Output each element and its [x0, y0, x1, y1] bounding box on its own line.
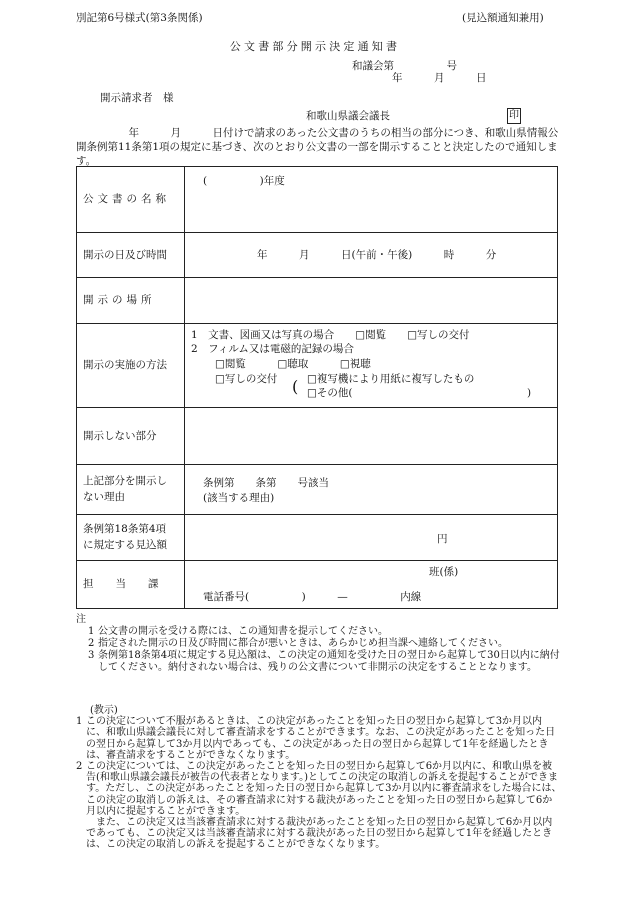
label-estimate-line1: 条例第18条第4項: [83, 523, 167, 536]
teaching-item: 1 この決定について不服があるときは、この決定があったことを知った日の翌日から起算して3か月以内に、和歌山県議会議長に対して審査請求をすることができます。なお、この決定があったことを知った日の翌日から起算して3か月以内であっても、この決定があった日の翌日から起算して1年を経過したときは、審査請求をすることができなくなります。: [76, 716, 556, 761]
note-item: 3 条例第18条第4項に規定する見込額は、この決定の通知を受けた日の翌日から起算して30日以内に納付してください。納付されない場合は、残りの公文書について非開示の決定をすることとなります。: [88, 650, 560, 673]
label-reason-line1: 上記部分を開示し: [83, 475, 167, 488]
value-document-name: [185, 167, 557, 232]
issue-date: 年 月 日: [392, 72, 487, 84]
row-nondisclosed: [77, 408, 557, 465]
document-title: 公文書部分開示決定通知書: [229, 40, 401, 53]
value-datetime: 年 月 日(午前・午後) 時 分: [257, 249, 497, 261]
row-method: [77, 324, 557, 408]
value-nondisclosed: [185, 408, 557, 464]
contact-phone: 電話番号( ) — 内線: [203, 591, 422, 603]
method-line1: 1 文書、図画又は写真の場合 □閲覧 □写しの交付: [191, 329, 470, 341]
method-sub1: □複写機により用紙に複写したもの: [307, 373, 475, 385]
document-number: 和議会第 号: [352, 60, 457, 72]
method-line3: □閲覧 □聴取 □視聴: [215, 358, 371, 370]
row-estimate: [77, 515, 557, 561]
label-reason-line2: ない理由: [83, 491, 125, 503]
note-item: 1 公文書の開示を受ける際には、この通知書を提示してください。: [88, 626, 388, 637]
row-datetime: [77, 233, 557, 278]
intro-paragraph: 年 月 日付けで請求のあった公文書のうちの相当の部分につき、和歌山県情報公開条例第11条第1項の規定に基づき、次のとおり公文書の一部を開示することと決定したので通知します。: [76, 127, 559, 167]
value-place: [185, 278, 557, 323]
notes-section: [76, 614, 562, 674]
row-contact: [77, 561, 557, 608]
label-estimate-line2: に規定する見込額: [83, 539, 167, 551]
teaching-section: [76, 705, 562, 851]
method-sub2-close: ): [527, 387, 532, 399]
label-nondisclosed: 開示しない部分: [77, 408, 185, 464]
teaching-heading: (教示): [90, 705, 118, 716]
requester: 開示請求者 様: [100, 92, 174, 104]
issuer: 和歌山県議会議長: [306, 110, 390, 122]
method-copy: □写しの交付: [215, 373, 278, 385]
estimate-yen: 円: [437, 533, 448, 545]
row-reason: [77, 465, 557, 515]
teaching-item: 2 この決定については、この決定があったことを知った日の翌日から起算して6か月以内に、和歌山県を被告(和歌山県議会議長が被告の代表者となります。)としてこの決定の取消しの訴えを提起することができます。ただし、この決定があったことを知った日の翌日から起算して3か月以内に審査請求をした場合には、この決定の取消しの訴えは、その審査請求に対する裁決があったことを知った日の翌日から起算して6か月以内に提起することができます。: [76, 761, 562, 817]
fiscal-year: ( )年度: [203, 175, 285, 187]
form-number: 別記第6号様式(第3条関係): [76, 12, 203, 24]
contact-section: 班(係): [429, 566, 459, 578]
brace-mark: (: [292, 377, 299, 396]
disclosure-table: [76, 166, 558, 609]
method-line2: 2 フィルム又は電磁的記録の場合: [191, 343, 354, 355]
label-method: 開示の実施の方法: [77, 324, 185, 407]
notes-heading: 注: [76, 614, 86, 625]
label-place: 開示の場所: [77, 278, 185, 323]
label-estimate: [77, 515, 185, 560]
reason-detail: (該当する理由): [203, 492, 275, 504]
method-sub2: □その他(: [307, 387, 353, 399]
seal-mark: 印: [507, 108, 521, 124]
label-datetime: 開示の日及び時間: [77, 233, 185, 277]
teaching-item-continued: また、この決定又は当該審査請求に対する裁決があったことを知った日の翌日から起算して6か月以内であっても、この決定又は当該審査請求に対する裁決があった日の翌日から起算して1年を経過したときは、この決定の取消しの訴えを提起することができなくなります。: [86, 817, 553, 851]
label-contact: 担当課: [77, 561, 185, 608]
label-reason: [77, 465, 185, 514]
row-document-name: [77, 167, 557, 233]
note-item: 2 指定された開示の日及び時間に都合が悪いときは、あらかじめ担当課へ連絡してください。: [88, 638, 508, 649]
label-document-name: 公文書の名称: [77, 167, 185, 232]
reason-article: 条例第 条第 号該当: [203, 477, 329, 489]
row-place: [77, 278, 557, 324]
form-note: (見込額通知兼用): [462, 12, 544, 24]
